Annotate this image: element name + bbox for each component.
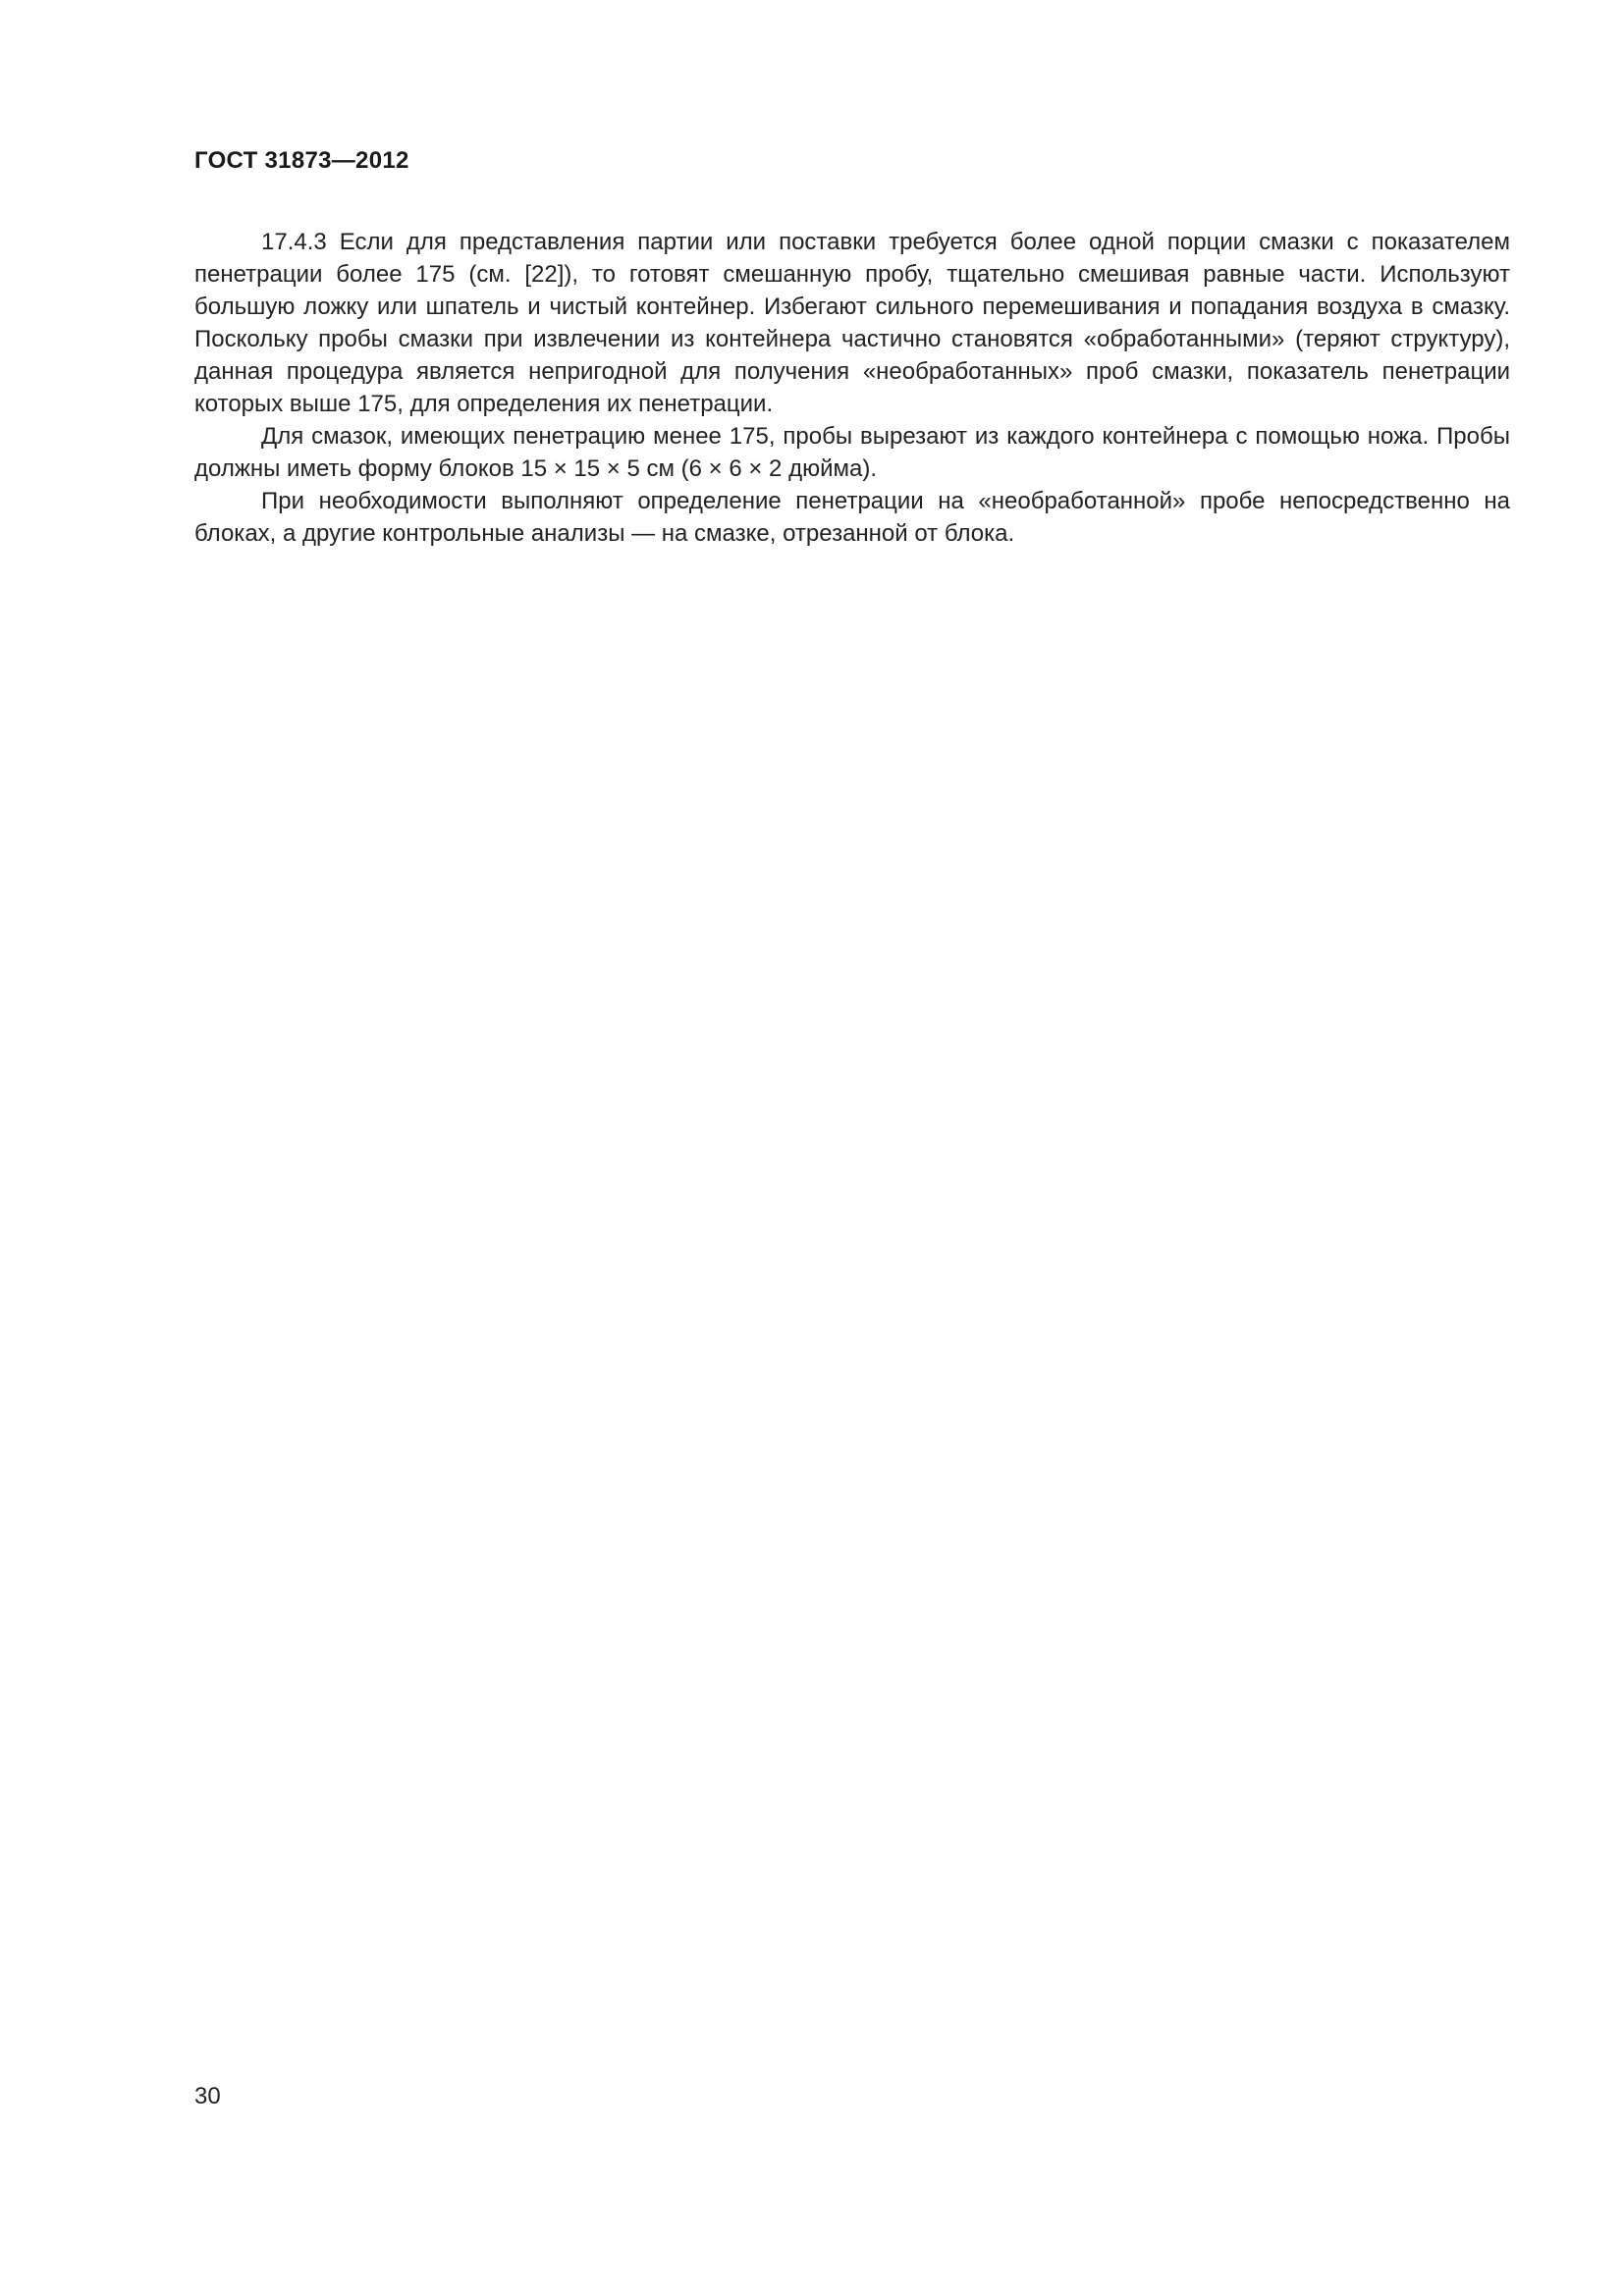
paragraph-17-4-3: 17.4.3 Если для представления партии или поставки требуется более одной порции смазки с показателем пенетрации более 175 (см. [22]), то готовят смешанную пробу, тщательно смешивая равные части. Используют большую ложку или шпатель и чистый контейнер. Избегают сильного перемешивания и попадания воздуха в смазку. Поскольку пробы смазки при извлечении из контейнера частично становятся «обработанными» (теряют структуру), данная процедура является непригодной для получения «необработанных» проб смазки, показатель пенетрации которых выше 175, для определения их пенетрации. (194, 229, 1510, 417)
document-body (194, 226, 1510, 550)
paragraph-penetration-on-blocks: При необходимости выполняют определение пенетрации на «необработанной» пробе непосредственно на блоках, а другие контрольные анализы — на смазке, отрезанной от блока. (194, 488, 1510, 547)
paragraph-cutting-samples: Для смазок, имеющих пенетрацию менее 175, пробы вырезают из каждого контейнера с помощью ножа. Пробы должны иметь форму блоков 15 × 15 × 5 см (6 × 6 × 2 дюйма). (194, 423, 1510, 482)
document-header: ГОСТ 31873—2012 (194, 147, 409, 174)
page-number: 30 (194, 2083, 221, 2109)
